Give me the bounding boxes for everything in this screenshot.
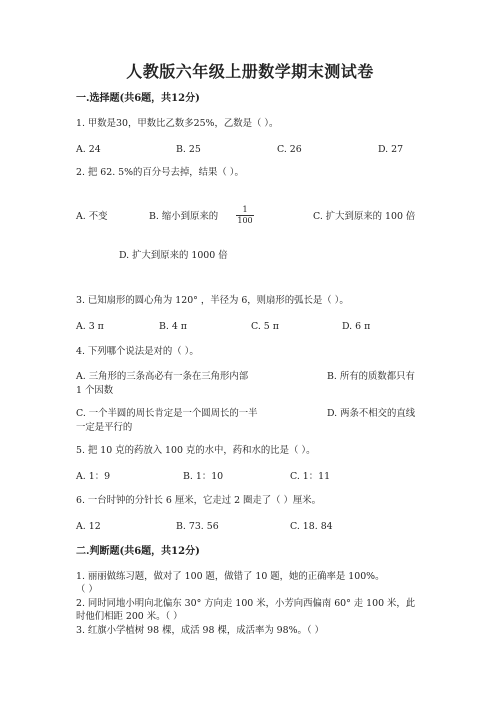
question-4-option-b: B. 所有的质数都只有 [327,371,415,382]
question-4-stem: 4. 下列哪个说法是对的（ ）。 [76,346,199,357]
question-1-option-c: C. 26 [277,144,302,155]
judgement-2-line-2: 时他们相距 200 米。（ ） [76,611,183,622]
fraction-numerator: 1 [242,205,248,214]
question-6-stem: 6. 一台时钟的分针长 6 厘米，它走过 2 圈走了（ ）厘米。 [76,495,322,506]
question-4-option-d-continued: 一定是平行的 [76,422,133,433]
question-2-option-d: D. 扩大到原来的 1000 倍 [119,250,228,261]
section-heading-multiple-choice: 一.选择题(共6题，共12分) [76,93,200,104]
question-2-option-a: A. 不变 [76,211,108,222]
question-5-option-c: C. 1：11 [290,471,331,482]
fraction-denominator: 100 [237,216,253,225]
question-4-option-d: D. 两条不相交的直线 [327,408,416,419]
question-3-stem: 3. 已知扇形的圆心角为 120° ，半径为 6，则扇形的弧长是（ ）。 [76,295,349,306]
question-4-option-a: A. 三角形的三条高必有一条在三角形内部 [76,371,249,382]
question-3-option-a: A. 3 π [76,321,104,332]
question-6-option-b: B. 73. 56 [176,521,219,532]
question-5-option-b: B. 1：10 [183,471,224,482]
question-5-option-a: A. 1：9 [76,471,111,482]
section-heading-true-false: 二.判断题(共6题，共12分) [76,546,200,557]
judgement-3-line-1: 3. 红旗小学植树 98 棵，成活 98 棵，成活率为 98%。（ ） [76,625,324,636]
question-3-option-d: D. 6 π [342,321,371,332]
judgement-1-line-2: （ ） [76,584,98,595]
question-2-option-b: B. 缩小到原来的 [149,211,219,222]
question-5-stem: 5. 把 10 克的药放入 100 克的水中，药和水的比是（ ）。 [76,445,316,456]
question-1-option-d: D. 27 [378,144,404,155]
question-2-option-c: C. 扩大到原来的 100 倍 [313,211,416,222]
question-2-stem: 2. 把 62. 5%的百分号去掉，结果（ ）。 [76,167,244,178]
question-1-option-a: A. 24 [76,144,101,155]
question-6-option-c: C. 18. 84 [290,521,333,532]
page-title: 人教版六年级上册数学期末测试卷 [126,62,374,81]
question-6-option-a: A. 12 [76,521,101,532]
question-1-stem: 1. 甲数是30，甲数比乙数多25%，乙数是（ ）。 [76,118,279,129]
question-4-option-c: C. 一个半圆的周长肯定是一个圆周长的一半 [76,408,258,419]
judgement-2-line-1: 2. 同时同地小明向北偏东 30° 方向走 100 米，小芳向西偏南 60° 走 100 米，此 [76,598,416,609]
question-1-option-b: B. 25 [176,144,201,155]
question-4-option-b-continued: 1 个因数 [76,385,114,396]
fraction-one-hundredth [236,206,254,225]
question-3-option-b: B. 4 π [159,321,187,332]
question-3-option-c: C. 5 π [251,321,279,332]
judgement-1-line-1: 1. 丽丽做练习题，做对了 100 题，做错了 10 题，她的正确率是 100%。 [76,571,385,582]
